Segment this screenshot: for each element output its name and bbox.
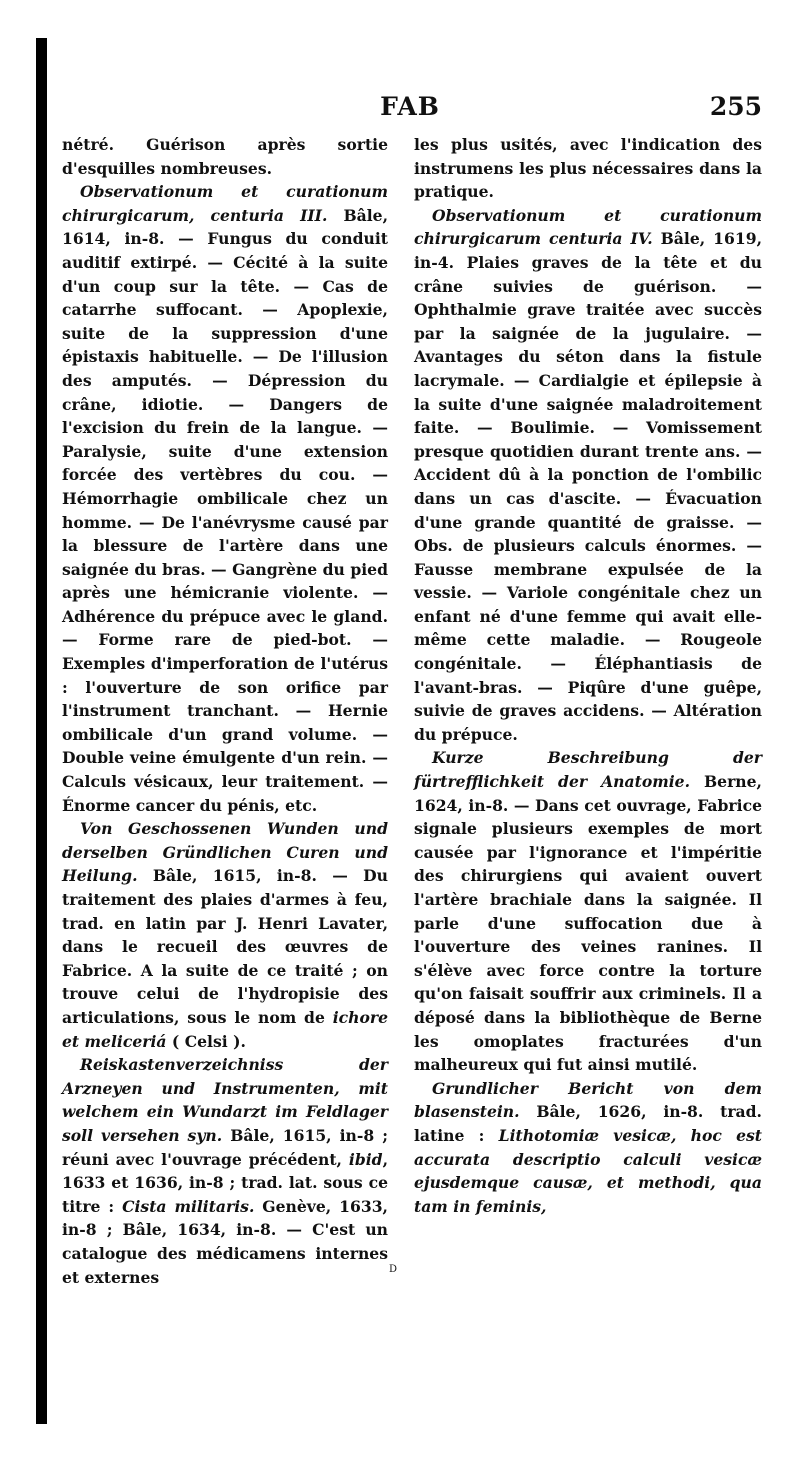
entry-text: , 1633 et 1636, in-8 ; trad. lat. sous ce titre : — [62, 1149, 388, 1216]
entry-text: Genève, 1633, in-8 ; Bâle, 1634, in-8. — C'est un catalogue des médicamens internes et externes — [62, 1196, 388, 1287]
work-title: Von Geschossenen Wunden und derselben Gründlichen Curen und Heilung. — [62, 819, 388, 886]
right-column — [414, 133, 762, 1218]
bibliography-entry — [62, 180, 388, 817]
entry-text: Bâle, 1615, in-8 ; réuni avec l'ouvrage précédent, — [62, 1125, 388, 1169]
entry-text: Bâle, 1614, in-8. — Fungus du conduit auditif extirpé. — Cécité à la suite d'un coup sur la tête. — Cas de catarrhe suffocant. — Apoplexie, suite de la suppression d'une épistaxis habituelle. — De l'illusion des amputés. — Dépression du crâne, idiotie. — Dangers de l'excision du frein de la langue. — Paralysie, suite d'une extension forcée des vertèbres du cou. — Hémorrhagie ombilicale chez un homme. — De l'anévrysme causé par la blessure de l'artère dans une saignée du bras. — Gangrène du pied après une hémicranie violente. — Adhérence du prépuce avec le gland. — Forme rare de pied-bot. — Exemples d'imperforation de l'utérus : l'ouverture de son orifice par l'instrument tranchant. — Hernie ombilicale d'un grand volume. — Double veine émulgente d'un rein. — Calculs vésicaux, leur traitement. — Énorme cancer du pénis, etc. — [62, 205, 388, 815]
entry-italic: Cista militaris. — [122, 1196, 255, 1216]
bibliography-entry — [62, 817, 388, 1053]
work-title: Kurze Beschreibung der fürtrefflichkeit der Anatomie. — [414, 748, 762, 792]
bibliography-entry — [414, 746, 762, 1076]
bibliography-entry — [62, 1053, 388, 1289]
work-title: Reiskastenverzeichniss der Arzneyen und Instrumenten, mit welchem ein Wundarzt im Feldlager soll versehen syn. — [62, 1055, 388, 1145]
entry-italic: Lithotomiæ vesicæ, hoc est accurata descriptio calculi vesicæ ejusdemque causæ, et methodi, qua tam in feminis, — [414, 1125, 762, 1216]
binding-edge — [36, 38, 47, 1424]
entry-text: ( Celsi ). — [166, 1031, 246, 1051]
bibliography-entry — [414, 1077, 762, 1219]
entry-text: Berne, 1624, in-8. — Dans cet ouvrage, Fabrice signale plusieurs exemples de mort causée par l'ignorance et l'impéritie des chirurgiens qui avaient ouvert l'artère brachiale dans la saignée. Il parle d'une suffocation due à l'ouverture des veines ranines. Il s'élève avec force contre la torture qu'on faisait souffrir aux criminels. Il a déposé dans la bibliothèque de Berne les omoplates fracturées d'un malheureux qui fut ainsi mutilé. — [414, 772, 762, 1075]
paragraph-text: nétré. Guérison après sortie d'esquilles nombreuses. — [62, 135, 388, 178]
work-title: Grundlicher Bericht von dem blasenstein. — [414, 1078, 762, 1122]
running-header — [60, 92, 760, 126]
work-title: Observationum et curationum chirurgicarum, centuria III. — [62, 182, 388, 225]
entry-text: Bâle, 1619, in-4. Plaies graves de la tête et du crâne suivies de guérison. — Ophthalmie grave traitée avec succès par la saignée de la jugulaire. — Avantages du séton dans la fistule lacrymale. — Cardialgie et épilepsie à la suite d'une saignée maladroitement faite. — Boulimie. — Vomissement presque quotidien durant trente ans. — Accident dû à la ponction de l'ombilic dans un cas d'ascite. — Évacuation d'une grande quantité de graisse. — Obs. de plusieurs calculs énormes. — Fausse membrane expulsée de la vessie. — Variole congénitale chez un enfant né d'une femme qui avait elle-même cette maladie. — Rougeole congénitale. — Éléphantiasis de l'avant-bras. — Piqûre d'une guêpe, suivie de graves accidens. — Altération du prépuce. — [414, 229, 762, 744]
paragraph-text: les plus usités, avec l'indication des instrumens les plus nécessaires dans la pratique. — [414, 135, 762, 202]
work-title: Observationum et curationum chirurgicarum centuria IV. — [414, 205, 762, 249]
page-number: 255 — [709, 92, 762, 121]
entry-text: Bâle, 1626, in-8. trad. latine : — [414, 1102, 762, 1145]
entry-text: Bâle, 1615, in-8. — Du traitement des plaies d'armes à feu, trad. en latin par J. Henri Lavater, dans le recueil des œuvres de Fabrice. A la suite de ce traité ; on trouve celui de l'hydropisie des articulations, sous le nom de — [62, 866, 388, 1027]
entry-italic: ichore et meliceriá — [62, 1007, 388, 1051]
left-column — [62, 133, 388, 1289]
margin-mark: D — [389, 1264, 398, 1275]
bibliography-entry — [414, 204, 762, 747]
paragraph — [62, 133, 388, 180]
running-title: FAB — [380, 92, 440, 121]
entry-italic: ibid — [348, 1149, 383, 1169]
paragraph — [414, 133, 762, 204]
